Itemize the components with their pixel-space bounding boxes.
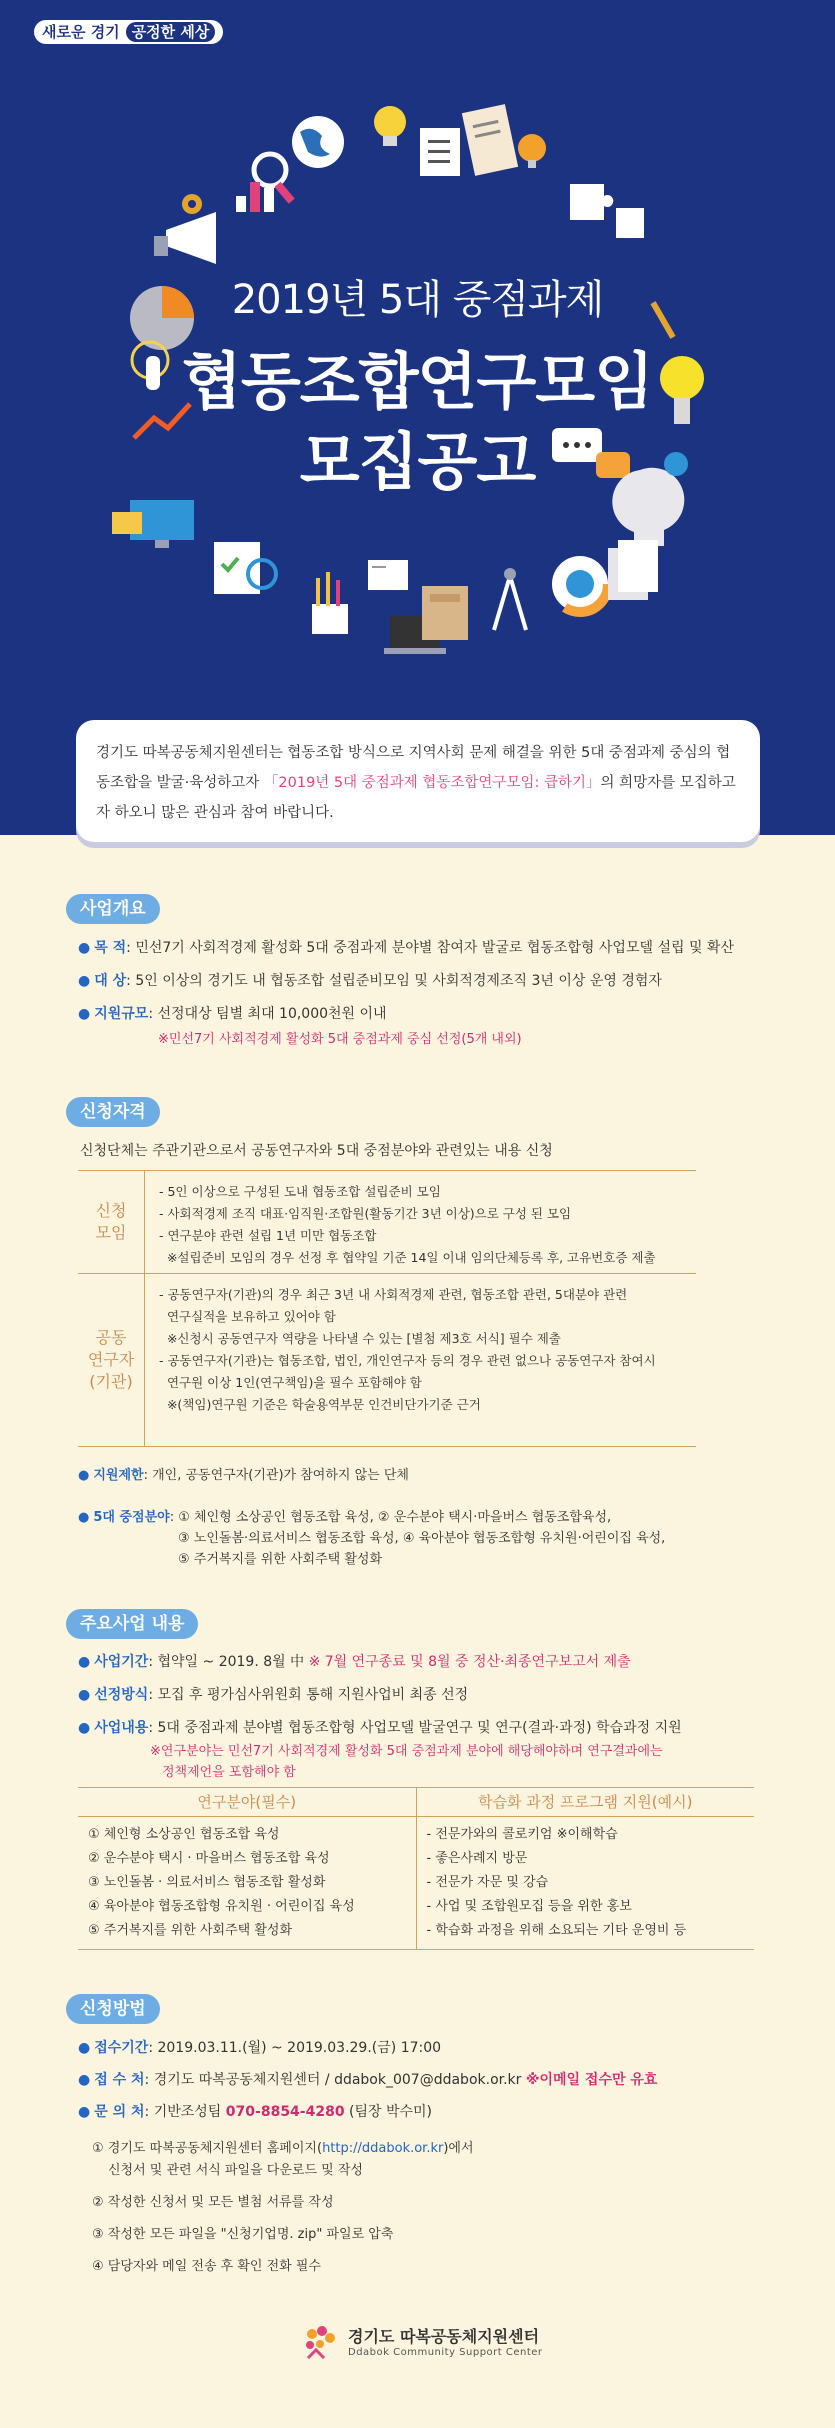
- main-title-1: 협동조합연구모임: [181, 345, 654, 418]
- megaphone-icon: [154, 212, 216, 264]
- qualification-table: [78, 1170, 696, 1447]
- ddabok-logo-icon: [300, 2322, 340, 2362]
- homepage-link[interactable]: http://ddabok.or.kr: [322, 2141, 444, 2156]
- footer-org-eng: Ddabok Community Support Center: [348, 2346, 543, 2358]
- step1-line2: 신청서 및 관련 서식 파일을 다운로드 및 작성: [108, 2163, 363, 2178]
- compass-icon: [494, 568, 526, 630]
- program-item: - 전문가 자문 및 강습: [426, 1875, 549, 1890]
- qual-row-group: [78, 1171, 696, 1274]
- qualification-intro: 신청단체는 주관기관으로서 공동연구자와 5대 중점분야와 관련있는 내용 신청: [80, 1143, 553, 1159]
- idea-bulb-icon: [518, 134, 546, 168]
- main-content-row: [78, 1717, 682, 1737]
- research-body-left: [78, 1817, 416, 1949]
- bullet-icon: ●: [78, 1510, 90, 1525]
- step-1: [92, 2138, 474, 2182]
- year-title: 2019년 5대 중점과제: [231, 277, 604, 323]
- research-table: [78, 1787, 754, 1950]
- gear-icon: [182, 194, 202, 214]
- bullet-icon: ●: [78, 2072, 91, 2088]
- step-3: ③ 작성한 모든 파일을 "신청기업명. zip" 파일로 압축: [92, 2227, 394, 2242]
- program-item: - 학습화 과정을 위해 소요되는 기타 운영비 등: [426, 1923, 687, 1938]
- clipboard-icon: [462, 104, 518, 176]
- apply-place-text: : 경기도 따복공동체지원센터 / ddabok_007@ddabok.or.kr: [144, 2072, 526, 2088]
- apply-steps: [92, 2138, 474, 2288]
- qual-line: 연구원 이상 1인(연구책임)을 필수 포함해야 함: [159, 1375, 422, 1390]
- step-2: ② 작성한 신청서 및 모든 별첨 서류를 작성: [92, 2195, 334, 2210]
- step-4: ④ 담당자와 메일 전송 후 확인 전화 필수: [92, 2259, 321, 2274]
- intro-text-2: 의 희망자를 모집하고자 하오니 많은 관심과 참여 바랍니다.: [96, 775, 736, 821]
- pencil-cup-icon: [312, 572, 348, 634]
- puzzle-icon: [570, 184, 644, 238]
- research-head-right: 학습화 과정 프로그램 지원(예시): [417, 1788, 755, 1817]
- qual-line: - 연구분야 관련 설립 1년 미만 협동조합: [159, 1228, 377, 1243]
- donut-chart-icon: [552, 556, 608, 612]
- apply-contact-label: 문 의 처: [94, 2104, 145, 2120]
- bullet-icon: ●: [78, 1468, 90, 1483]
- apply-contact-pre: : 기반조성팀: [144, 2104, 226, 2120]
- qual-head-coresearcher-text: 공동 연구자 (기관): [87, 1328, 135, 1391]
- limit-label: 지원제한: [93, 1468, 144, 1483]
- target-label: 대 상: [94, 973, 127, 989]
- qual-row-coresearcher: [78, 1274, 696, 1446]
- documents-icon: [608, 540, 658, 600]
- contact-phone[interactable]: 070-8854-4280: [225, 2104, 345, 2120]
- research-item: ③ 노인돌봄 · 의료서비스 협동조합 활성화: [88, 1875, 326, 1890]
- main-period-row: [78, 1651, 631, 1671]
- main-method-row: [78, 1684, 468, 1704]
- qual-head-coresearcher: [78, 1274, 145, 1446]
- apply-place-label: 접 수 처: [94, 2072, 145, 2088]
- step1-pre: ① 경기도 따복공동체지원센터 홈페이지(: [92, 2141, 323, 2156]
- qual-line: - 사회적경제 조직 대표·임직원·조합원(활동기간 3년 이상)으로 구성 된 모임: [159, 1206, 572, 1221]
- qual-line: ※설립준비 모임의 경우 선정 후 협약일 기준 14일 이내 임의단체등록 후, 고유번호증 제출: [159, 1250, 656, 1265]
- focus-label: 5대 중점분야: [93, 1510, 170, 1525]
- bullet-icon: ●: [78, 973, 91, 989]
- target-text: : 5인 이상의 경기도 내 협동조합 설립준비모임 및 사회적경제조직 3년 이상 운영 경험자: [126, 973, 662, 989]
- footer-logo: [300, 2322, 543, 2362]
- apply-contact-post: (팀장 박수미): [344, 2104, 433, 2120]
- book-icon: [368, 560, 408, 590]
- bullet-icon: ●: [78, 1006, 91, 1022]
- main-period-note: ※ 7월 연구종료 및 8월 중 정산·최종연구보고서 제출: [308, 1654, 631, 1670]
- program-item: - 전문가와의 콜로키엄 ※이해학습: [426, 1827, 618, 1842]
- program-item: - 좋은사례지 방문: [426, 1851, 528, 1866]
- box-icon: [422, 586, 468, 640]
- research-item: ② 운수분야 택시 · 마을버스 협동조합 육성: [88, 1851, 330, 1866]
- main-content-note-1: ※연구분야는 민선7기 사회적경제 활성화 5대 중점과제 분야에 해당해야하며 연구결과에는: [150, 1744, 663, 1759]
- scale-label: 지원규모: [94, 1006, 149, 1022]
- bullet-icon: ●: [78, 2040, 91, 2056]
- apply-place-note: ※이메일 접수만 유효: [525, 2072, 658, 2088]
- apply-period-row: [78, 2037, 441, 2057]
- main-content-note-2: 정책제언을 포함해야 함: [162, 1765, 296, 1780]
- main-period-text: : 협약일 ~ 2019. 8월 中: [148, 1654, 309, 1670]
- apply-period-text: : 2019.03.11.(월) ~ 2019.03.29.(금) 17:00: [148, 2040, 442, 2056]
- qual-line: ※(책임)연구원 기준은 학술용역부문 인건비단가기준 근거: [159, 1397, 481, 1412]
- focus-text-1: : ① 체인형 소상공인 협동조합 육성, ② 운수분야 택시·마을버스 협동조합육성,: [169, 1510, 612, 1525]
- qual-line: - 공동연구자(기관)는 협동조합, 법인, 개인연구자 등의 경우 관련 없으나 공동연구자 참여시: [159, 1353, 656, 1368]
- apply-contact-row: [78, 2101, 432, 2121]
- limit-row: [78, 1464, 409, 1483]
- apply-place-row: [78, 2069, 657, 2089]
- approval-document-icon: [214, 542, 276, 594]
- bullet-icon: ●: [78, 1720, 91, 1736]
- bullet-icon: ●: [78, 1654, 91, 1670]
- intro-text: [76, 720, 760, 846]
- scale-note: ※민선7기 사회적경제 활성화 5대 중점과제 중심 선정(5개 내외): [158, 1032, 522, 1047]
- overview-purpose: [78, 937, 734, 957]
- main-content-label: 사업내용: [94, 1720, 149, 1736]
- monitor-icon: [112, 500, 194, 548]
- step1-post: )에서: [443, 2141, 474, 2156]
- purpose-label: 목 적: [94, 940, 127, 956]
- scale-text: : 선정대상 팀별 최대 10,000천원 이내: [148, 1006, 387, 1022]
- focus-text-3: ⑤ 주거복지를 위한 사회주택 활성화: [178, 1552, 382, 1567]
- intro-box: [76, 720, 760, 842]
- research-head-left: 연구분야(필수): [78, 1788, 416, 1817]
- main-period-label: 사업기간: [94, 1654, 149, 1670]
- purpose-text: : 민선7기 사회적경제 활성화 5대 중점과제 분야별 참여자 발굴로 협동조합형 사업모델 설립 및 확산: [126, 940, 734, 956]
- program-item: - 사업 및 조합원모집 등을 위한 홍보: [426, 1899, 632, 1914]
- overview-scale: [78, 1003, 387, 1023]
- magnifier-icon: [254, 154, 295, 204]
- qual-line: - 5인 이상으로 구성된 도내 협동조합 설립준비 모임: [159, 1184, 441, 1199]
- intro-text-1: 경기도 따복공동체지원센터는 협동조합 방식으로 지역사회 문제 해결을 위한 5대 중점과제 중심의 협동조합을 발굴·육성하고자: [96, 745, 731, 791]
- intro-highlight: 「2019년 5대 중점과제 협동조합연구모임: 큽하기」: [263, 775, 601, 791]
- hero-banner: [0, 0, 835, 835]
- section-apply-title: 신청방법: [66, 1994, 160, 2024]
- section-overview-title: 사업개요: [66, 894, 160, 924]
- qual-line: 연구실적을 보유하고 있어야 함: [159, 1309, 336, 1324]
- research-item: ④ 육아분야 협동조합형 유치원 · 어린이집 육성: [88, 1899, 355, 1914]
- bullet-icon: ●: [78, 1687, 91, 1703]
- apply-period-label: 접수기간: [94, 2040, 149, 2056]
- main-method-label: 선정방식: [94, 1687, 149, 1703]
- focus-text-2: ③ 노인돌봄·의료서비스 협동조합 육성, ④ 육아분야 협동조합형 유치원·어린이집 육성,: [178, 1531, 666, 1546]
- footer-org-name: 경기도 따복공동체지원센터: [348, 2326, 540, 2346]
- slogan-left: 새로운 경기: [42, 23, 120, 41]
- qual-line: - 공동연구자(기관)의 경우 최근 3년 내 사회적경제 관련, 협동조합 관련, 5대분야 관련: [159, 1287, 628, 1302]
- qual-body-coresearcher: [145, 1274, 696, 1446]
- bullet-icon: ●: [78, 2104, 91, 2120]
- lightbulb-icon: [374, 106, 406, 146]
- overview-target: [78, 970, 662, 990]
- main-title-2: 모집공고: [299, 425, 536, 498]
- research-col-right: [417, 1788, 755, 1949]
- research-col-left: [78, 1788, 417, 1949]
- research-body-right: [417, 1817, 755, 1949]
- section-qualification-title: 신청자격: [66, 1097, 160, 1127]
- qual-line: ※신청시 공동연구자 역량을 나타낼 수 있는 [별첨 제3호 서식] 필수 제출: [159, 1331, 561, 1346]
- qual-body-group: [145, 1171, 696, 1273]
- main-method-text: : 모집 후 평가심사위원회 통해 지원사업비 최종 선정: [148, 1687, 469, 1703]
- checklist-icon: [420, 128, 460, 176]
- slogan-right: 공정한 세상: [126, 22, 216, 42]
- main-content-text: : 5대 중점과제 분야별 협동조합형 사업모델 발굴연구 및 연구(결과·과정) 학습과정 지원: [148, 1720, 682, 1736]
- globe-icon: [292, 116, 344, 168]
- section-main-title: 주요사업 내용: [66, 1609, 198, 1639]
- qual-head-group: [78, 1171, 145, 1273]
- qual-head-group-text: 신청 모임: [95, 1201, 127, 1242]
- research-item: ① 체인형 소상공인 협동조합 육성: [88, 1827, 280, 1842]
- limit-text: : 개인, 공동연구자(기관)가 참여하지 않는 단체: [143, 1468, 409, 1483]
- bullet-icon: ●: [78, 940, 91, 956]
- focus-row: [78, 1506, 611, 1525]
- research-item: ⑤ 주거복지를 위한 사회주택 활성화: [88, 1923, 292, 1938]
